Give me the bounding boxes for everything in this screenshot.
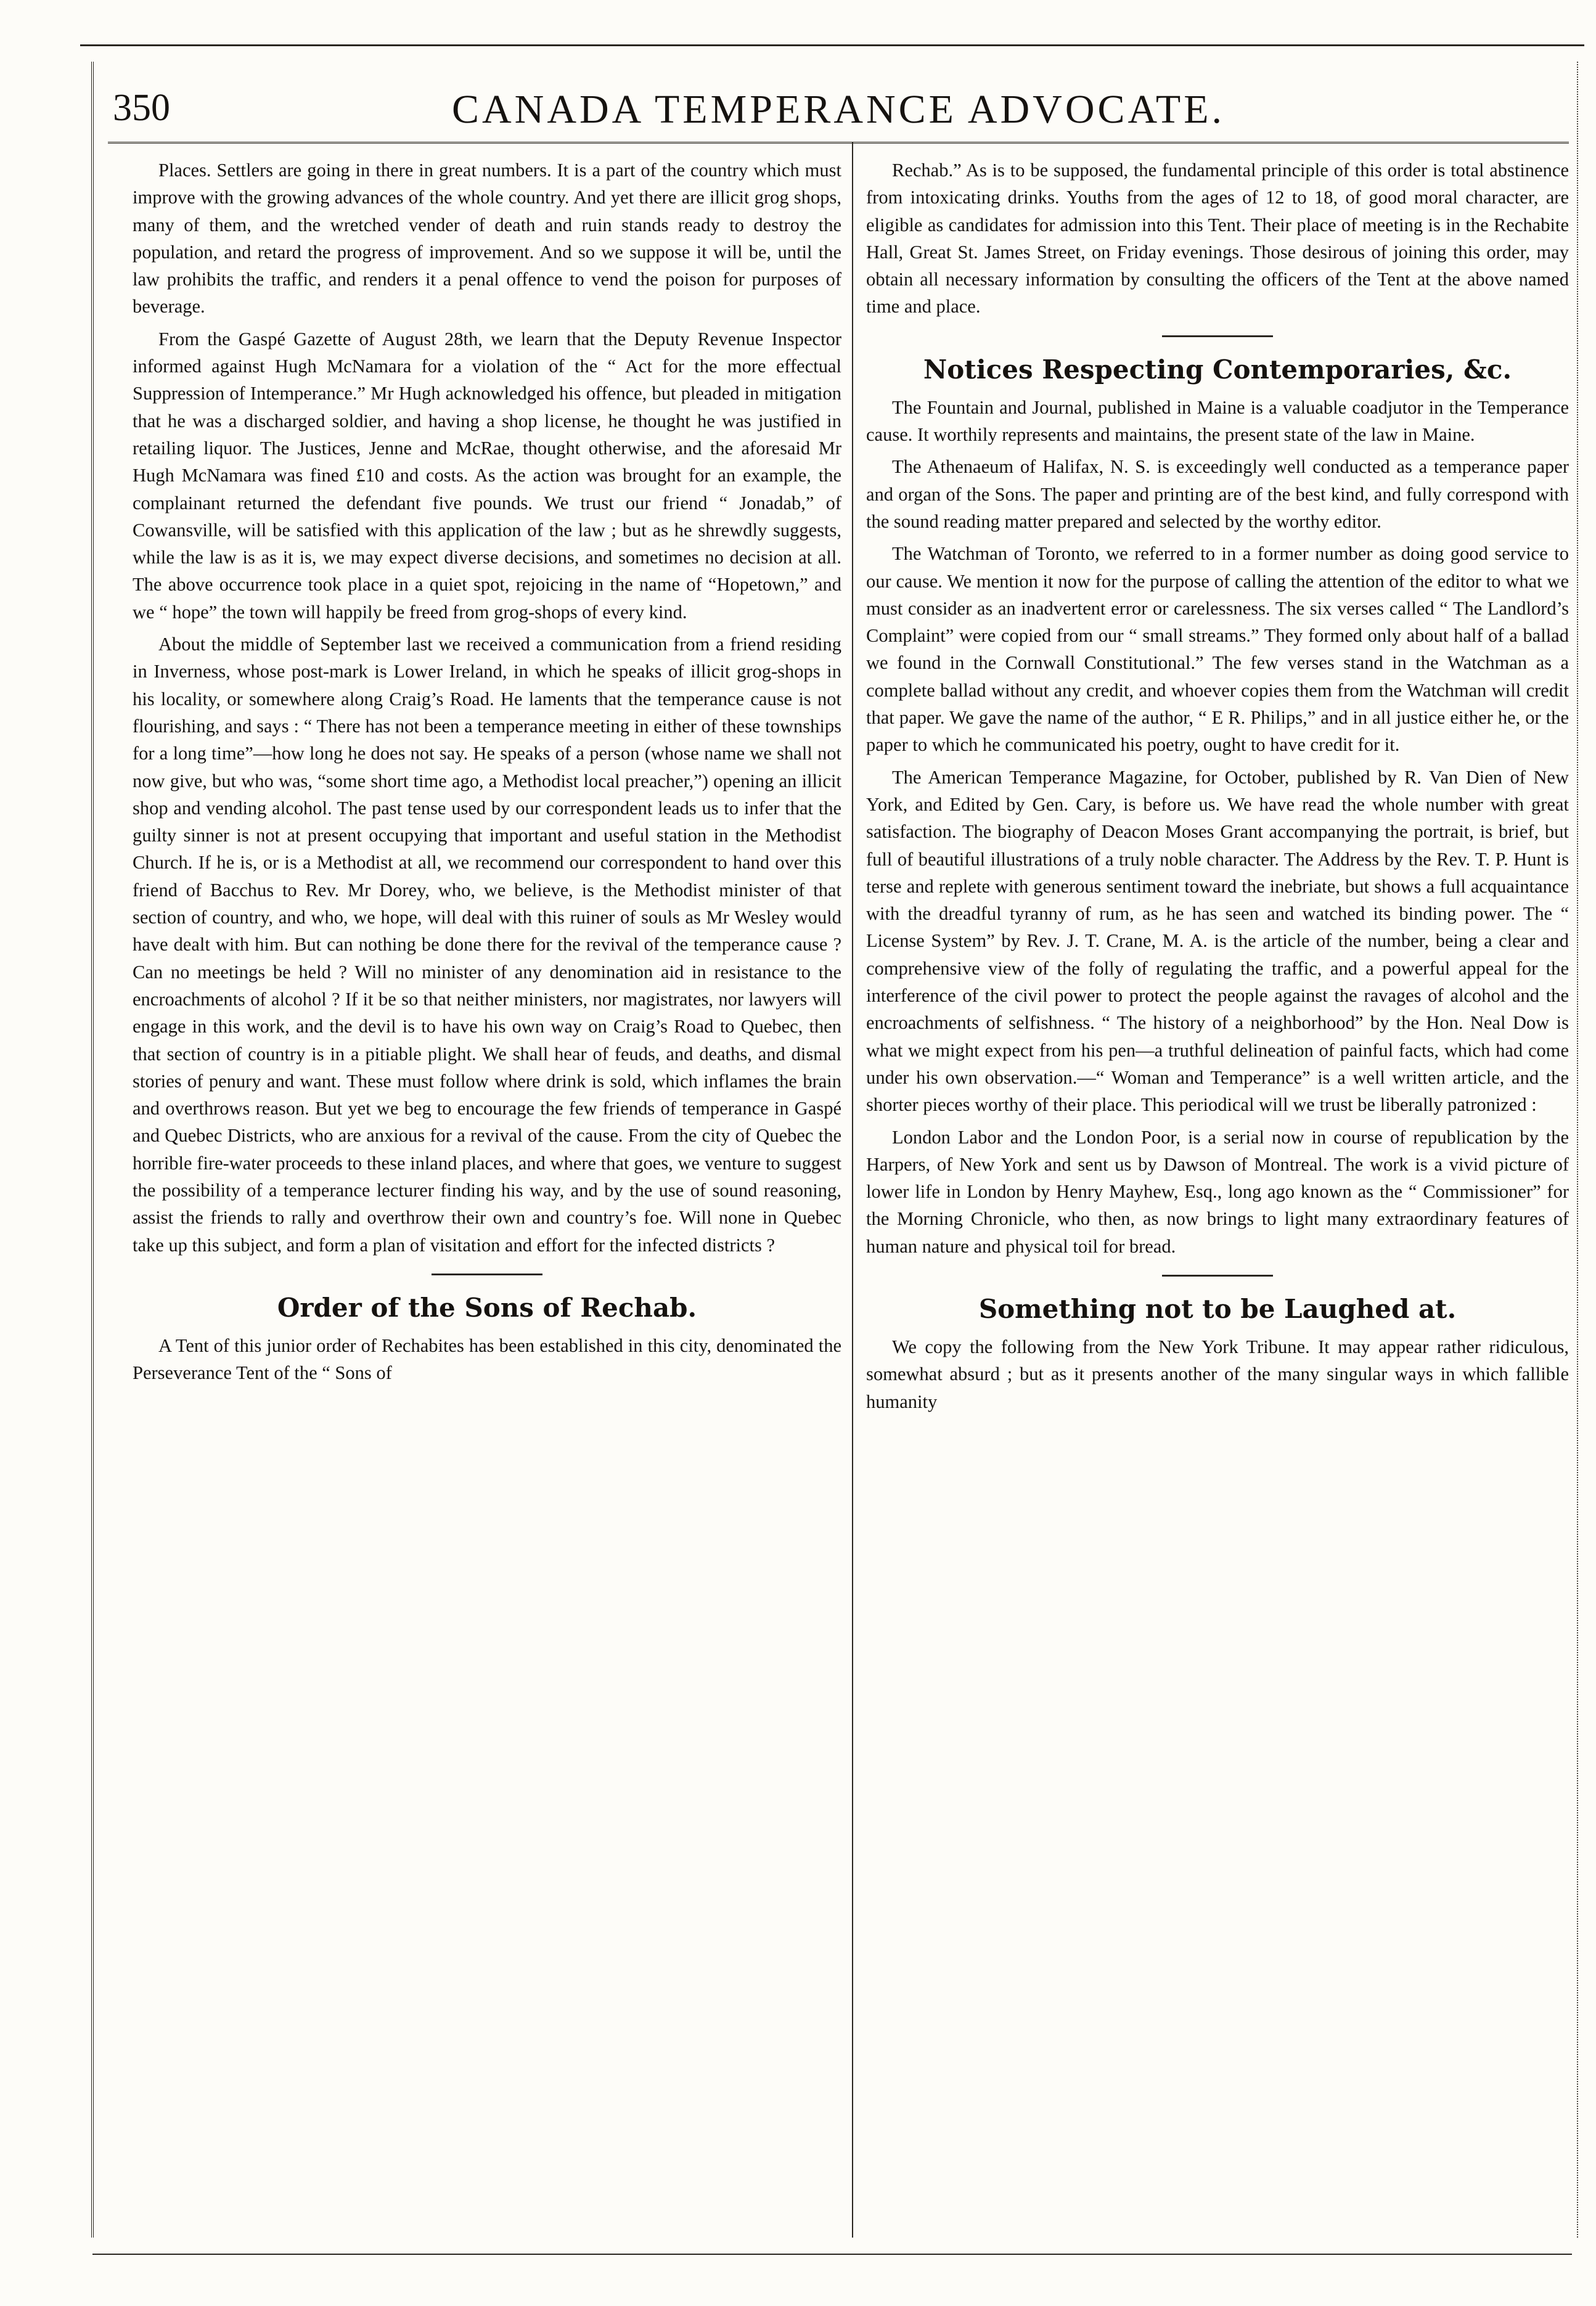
left-column	[133, 157, 841, 1386]
section-divider	[432, 1274, 542, 1275]
article-paragraph: Places. Settlers are going in there in great numbers. It is a part of the country which must improve with the growing advances of the whole country. And yet there are illicit grog shops, many of them, and the wretched vender of death and ruin stands ready to destroy the population, and retard the progress of improvement. And so we suppose it will be, until the law prohibits the traffic, and renders it a penal offence to vend the poison for purposes of beverage.	[133, 160, 841, 317]
article-paragraph: We copy the following from the New York Tribune. It may appear rather ridiculous, somewhat absurd ; but as it presents another of the many singular ways in which fallible humanity	[866, 1336, 1569, 1412]
right-column	[866, 157, 1569, 1415]
article-paragraph: The Fountain and Journal, published in Maine is a valuable coadjutor in the Temperance cause. It worthily represents and maintains, the present state of the law in Maine.	[866, 396, 1569, 446]
page-border-right	[1577, 62, 1578, 2238]
section-heading-not-to-be-laughed-at: Something not to be Laughed at.	[978, 1293, 1457, 1324]
article-paragraph: The Watchman of Toronto, we referred to in a former number as doing good service to our cause. We mention it now for the purpose of calling the attention of the editor to what we must consider as an inadvertent error or carelessness. The six verses called “ The Landlord’s Complaint” were copied from our “ small streams.” They formed only about half of a ballad we found in the Cornwall Constitutional.” The few verses stand in the Watchman as a complete ballad without any credit, and whoever copies them from the Watchman will credit that paper. We gave the name of the author, “ E R. Philips,” and in all justice either he, or the paper to which he communicated his poetry, ought to have credit for it.	[866, 543, 1569, 756]
page-border-top	[80, 44, 1584, 46]
article-paragraph: Rechab.” As is to be supposed, the fundamental principle of this order is total abstinence from intoxicating drinks. Youths from the ages of 12 to 18, of good moral character, are eligible as candidates for admission into this Tent. Their place of meeting is in the Rechabite Hall, Great St. James Street, on Friday evenings. Those desirous of joining this order, may obtain all necessary information by consulting the officers of the Tent at the above named time and place.	[866, 160, 1569, 317]
article-paragraph: About the middle of September last we received a communication from a friend residing in Inverness, whose post-mark is Lower Ireland, in which he speaks of illicit grog-shops in his locality, or somewhere along Craig’s Road. He laments that the temperance cause is not flourishing, and says : “ There has not been a temperance meeting in either of these townships for a long time”—how long he does not say. He speaks of a person (whose name we shall not now give, but who was, “some short time ago, a Methodist local preacher,”) opening an illicit shop and vending alcohol. The past tense used by our correspondent leads us to infer that the guilty sinner is not at present occupying that important and useful station in the Methodist Church. If he is, or is a Methodist at all, we recommend our correspondent to hand over this friend of Bacchus to Rev. Mr Dorey, who, we believe, is the Methodist minister of that section of country, and who, we hope, will deal with this ruiner of souls as Mr Wesley would have dealt with him. But can nothing be done there for the revival of the temperance cause ? Can no meetings be held ? Will no minister of any denomination aid in resistance to the encroachments of alcohol ? If it be so that neither ministers, nor magistrates, nor lawyers will engage in this work, and the devil is to have his own way on Craig’s Road to Quebec, then that section of country is in a pitiable plight. We shall hear of feuds, and deaths, and dismal stories of penury and want. These must follow where drink is sold, which inflames the brain and overthrows reason. But yet we beg to encourage the few friends of temperance in Gaspé and Quebec Districts, who are anxious for a revival of the cause. From the city of Quebec the horrible fire-water proceeds to these inland places, and where that goes, we venture to suggest the possibility of a temperance lecturer finding his way, and by the use of sound reasoning, assist the friends to rally and overthrow their own and country’s foe. Will none in Quebec take up this subject, and form a plan of visitation and effort for the infected districts ?	[133, 634, 841, 1256]
page-border-left	[91, 62, 94, 2238]
running-title: CANADA TEMPERANCE ADVOCATE.	[451, 87, 1226, 132]
article-paragraph: London Labor and the London Poor, is a serial now in course of republication by the Harpers, of New York and sent us by Dawson of Montreal. The work is a vivid picture of lower life in London by Henry Mayhew, Esq., long ago known as the “ Commissioner” for the Morning Chronicle, who then, as now brings to light many extraordinary features of human nature and physical toil for bread.	[866, 1126, 1569, 1257]
section-divider	[1162, 335, 1273, 337]
page-header	[108, 62, 1569, 144]
section-divider	[1162, 1275, 1273, 1277]
section-heading-sons-of-rechab: Order of the Sons of Rechab.	[277, 1292, 697, 1323]
column-divider	[852, 142, 853, 2238]
page-border-bottom	[92, 2254, 1572, 2255]
page-number: 350	[113, 87, 170, 129]
article-paragraph: From the Gaspé Gazette of August 28th, we learn that the Deputy Revenue Inspector informed against Hugh McNamara for a violation of the “ Act for the more effectual Suppression of Intemperance.” Mr Hugh acknowledged his offence, but pleaded in mitigation that he was a discharged soldier, and having a shop license, he thought he was justified in retailing liquor. The Justices, Jenne and McRae, thought otherwise, and the aforesaid Mr Hugh McNamara was fined £10 and costs. As the action was brought for an example, the complainant returned the defendant five pounds. We trust our friend “ Jonadab,” of Cowansville, will be satisfied with this application of the law ; but as he shrewdly suggests, while the law is as it is, we may expect diverse decisions, and sometimes no decision at all. The above occurrence took place in a quiet spot, rejoicing in the name of “Hopetown,” and we “ hope” the town will happily be freed from grog-shops of every kind.	[133, 328, 841, 623]
section-heading-notices: Notices Respecting Contemporaries, &c.	[923, 354, 1512, 385]
article-paragraph: A Tent of this junior order of Rechabites has been established in this city, denominated the Perseverance Tent of the “ Sons of	[133, 1335, 841, 1384]
article-paragraph: The Athenaeum of Halifax, N. S. is exceedingly well conducted as a temperance paper and organ of the Sons. The paper and printing are of the best kind, and fully correspond with the sound reading matter prepared and selected by the worthy editor.	[866, 456, 1569, 532]
article-paragraph: The American Temperance Magazine, for October, published by R. Van Dien of New York, and Edited by Gen. Cary, is before us. We have read the whole number with great satisfaction. The biography of Deacon Moses Grant accompanying the portrait, is brief, but full of beautiful illustrations of a truly noble character. The Address by the Rev. T. P. Hunt is terse and replete with generous sentiment toward the inebriate, but shows a full acquaintance with the dreadful tyranny of rum, as he has seen and watched its binding power. The “ License System” by Rev. J. T. Crane, M. A. is the article of the number, being a clear and comprehensive view of the folly of regulating the traffic, and a powerful appeal for the interference of the civil power to protect the people against the ravages of alcohol and the encroachments of selfishness. “ The history of a neighborhood” by the Hon. Neal Dow is what we might expect from his pen—a truthful delineation of painful facts, which had come under his own observation.—“ Woman and Temperance” is a well written article, and the shorter pieces worthy of their place. This periodical will we trust be liberally patronized :	[866, 766, 1569, 1116]
